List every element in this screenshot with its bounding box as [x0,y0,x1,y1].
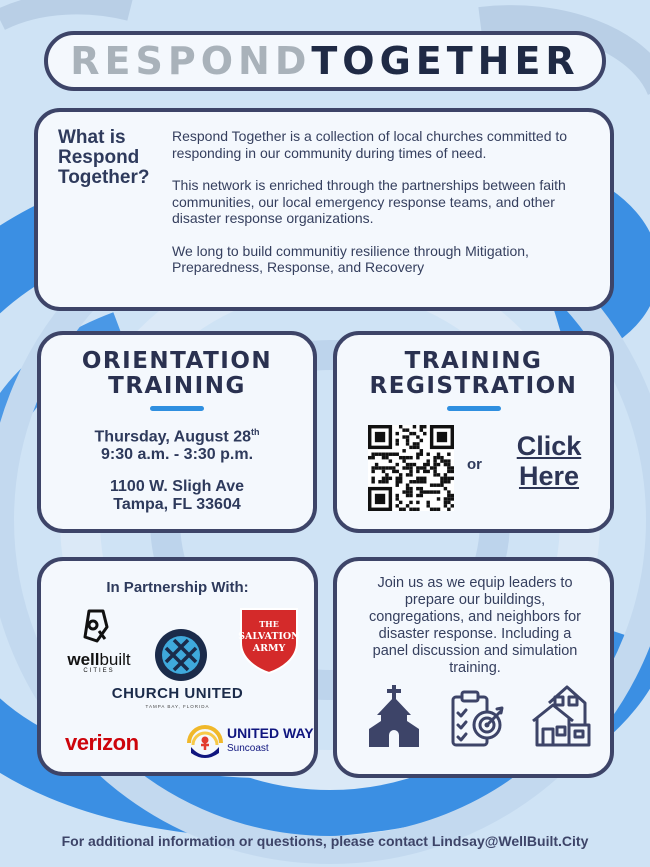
wellbuilt-mark-icon [59,607,139,647]
church-icon [367,685,421,749]
houses-icon [529,685,593,747]
church-united-name: CHURCH UNITED [111,685,244,702]
title-word-respond: RESPOND [70,39,312,83]
salvation-line3: ARMY [252,643,286,654]
about-panel [34,108,614,311]
footer-contact: For additional information or questions, please contact Lindsay@WellBuilt.City [61,833,589,849]
orientation-title [41,349,313,399]
about-paragraph: We long to build communitiy resilience through Mitigation, Preparedness, Response, and Recovery [172,242,529,275]
title-banner [44,31,606,91]
orientation-title-line2: TRAINING [108,373,246,399]
united-way-logo [187,721,314,761]
title-word-together: TOGETHER [311,39,580,83]
address-line2: Tampa, FL 33604 [113,496,241,514]
united-way-line2: Suncoast [227,743,269,754]
salvation-army-shield-icon [237,603,301,675]
address-line1: 1100 W. Sligh Ave [110,478,244,496]
click-here-line2: Here [518,461,580,491]
title-underline [150,406,204,411]
orientation-date [41,423,313,446]
join-panel [333,557,614,778]
orientation-time: 9:30 a.m. - 3:30 p.m. [100,446,254,464]
registration-title [337,349,610,399]
orientation-datetime [41,423,313,464]
join-text: Join us as we equip leaders to prepare our buildings, congregations, and neighbors for disaster response. Including a panel discussion and simulation training. [368,575,581,676]
church-united-mark-icon [154,628,208,682]
wellbuilt-well: well [67,650,100,669]
salvation-line2: SALVATION [238,631,300,642]
orientation-date-suffix: th [250,427,260,437]
united-way-line1: UNITED WAY [227,725,314,741]
salvation-line1: THE [259,619,279,629]
wellbuilt-wordmark [59,652,139,668]
wellbuilt-built: built [99,650,131,669]
united-way-hand-icon [187,723,223,759]
click-here-link[interactable] [509,431,589,491]
orientation-address [41,478,313,514]
orientation-panel [37,331,317,533]
partners-panel [37,557,318,776]
church-united-sub: TAMPA BAY, FLORIDA [145,704,210,709]
wellbuilt-sub: CITIES [83,668,115,674]
orientation-title-line1: ORIENTATION [81,348,273,374]
about-paragraph: This network is enriched through the partnerships between faith communities, our local emergency response teams, and other disaster response organizations. [172,177,566,226]
orientation-date-text: Thursday, August 28 [94,428,251,446]
registration-title-line2: REGISTRATION [369,373,578,399]
or-label: or [467,456,482,473]
click-here-line1: Click [516,431,582,461]
about-question: What is Respond Together? [58,127,150,188]
about-paragraph: Respond Together is a collection of local churches committed to responding in our community during times of need. [172,128,568,161]
registration-title-line1: TRAINING [404,348,543,374]
wellbuilt-logo [59,607,139,673]
registration-panel [333,331,614,533]
verizon-logo: verizon [65,730,139,755]
title-underline [447,406,501,411]
about-text [172,128,597,292]
registration-qr-code[interactable] [368,425,454,511]
clipboard-target-icon [449,689,505,749]
church-united-wordmark [41,685,314,709]
partners-heading: In Partnership With: [106,579,249,596]
